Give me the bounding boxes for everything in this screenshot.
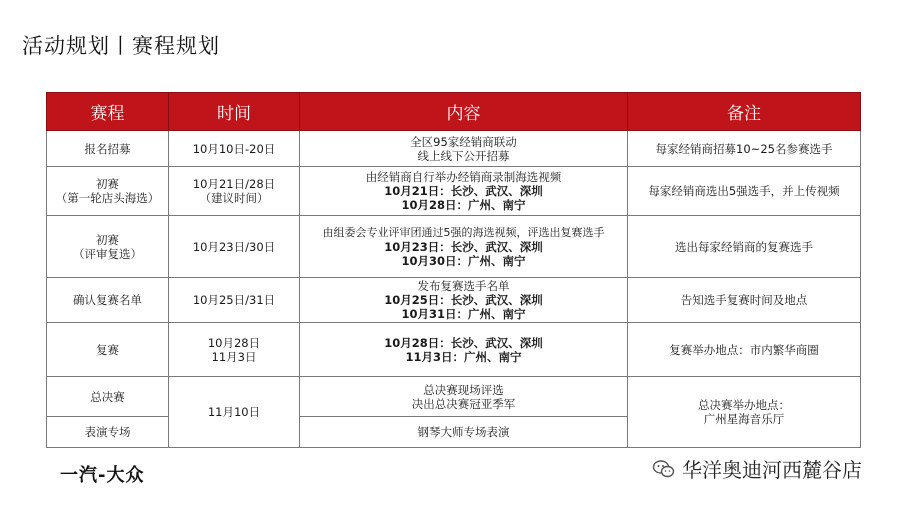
content-cell: 由经销商自行举办经销商录制海选视频 10月21日：长沙、武汉、深圳 10月28日：广州、南宁 xyxy=(300,167,628,216)
table-row xyxy=(47,131,861,167)
brand-logo: 一汽-大众 xyxy=(60,465,145,486)
stage-cell: 初赛 （第一轮店头海选） xyxy=(47,167,169,216)
table-row xyxy=(47,278,861,323)
page-title: 活动规划丨赛程规划 xyxy=(22,34,220,58)
header-stage: 赛程 xyxy=(47,93,169,131)
note-cell: 每家经销商招募10~25名参赛选手 xyxy=(628,131,861,167)
time-cell: 10月10日-20日 xyxy=(169,131,300,167)
content-cell: 10月28日：长沙、武汉、深圳 11月3日：广州、南宁 xyxy=(300,323,628,377)
schedule-table xyxy=(46,92,861,448)
content-cell: 发布复赛选手名单 10月25日：长沙、武汉、深圳 10月31日：广州、南宁 xyxy=(300,278,628,323)
table-row xyxy=(47,167,861,216)
time-cell: 10月21日/28日 （建议时间） xyxy=(169,167,300,216)
table-row xyxy=(47,323,861,377)
note-cell: 复赛举办地点：市内繁华商圈 xyxy=(628,323,861,377)
stage-cell: 复赛 xyxy=(47,323,169,377)
wechat-watermark xyxy=(652,454,862,483)
stage-cell: 确认复赛名单 xyxy=(47,278,169,323)
note-cell: 告知选手复赛时间及地点 xyxy=(628,278,861,323)
stage-cell: 总决赛 xyxy=(47,377,169,417)
time-cell: 11月10日 xyxy=(169,377,300,448)
table-row xyxy=(47,377,861,417)
stage-cell: 表演专场 xyxy=(47,417,169,448)
watermark-text: 华洋奥迪河西麓谷店 xyxy=(682,458,862,482)
stage-cell: 报名招募 xyxy=(47,131,169,167)
note-cell: 总决赛举办地点： 广州星海音乐厅 xyxy=(628,377,861,448)
content-cell: 由组委会专业评审团通过5强的海选视频，评选出复赛选手 10月23日：长沙、武汉、深圳 10月30日：广州、南宁 xyxy=(300,216,628,278)
content-cell: 钢琴大师专场表演 xyxy=(300,417,628,448)
content-cell: 全区95家经销商联动 线上线下公开招募 xyxy=(300,131,628,167)
header-time: 时间 xyxy=(169,93,300,131)
note-cell: 每家经销商选出5强选手，并上传视频 xyxy=(628,167,861,216)
stage-cell: 初赛 （评审复选） xyxy=(47,216,169,278)
time-cell: 10月23日/30日 xyxy=(169,216,300,278)
content-cell: 总决赛现场评选 决出总决赛冠亚季军 xyxy=(300,377,628,417)
time-cell: 10月25日/31日 xyxy=(169,278,300,323)
note-cell: 选出每家经销商的复赛选手 xyxy=(628,216,861,278)
table-row xyxy=(47,216,861,278)
table-header-row xyxy=(47,93,861,131)
header-content: 内容 xyxy=(300,93,628,131)
wechat-icon xyxy=(652,457,676,481)
header-note: 备注 xyxy=(628,93,861,131)
time-cell: 10月28日 11月3日 xyxy=(169,323,300,377)
